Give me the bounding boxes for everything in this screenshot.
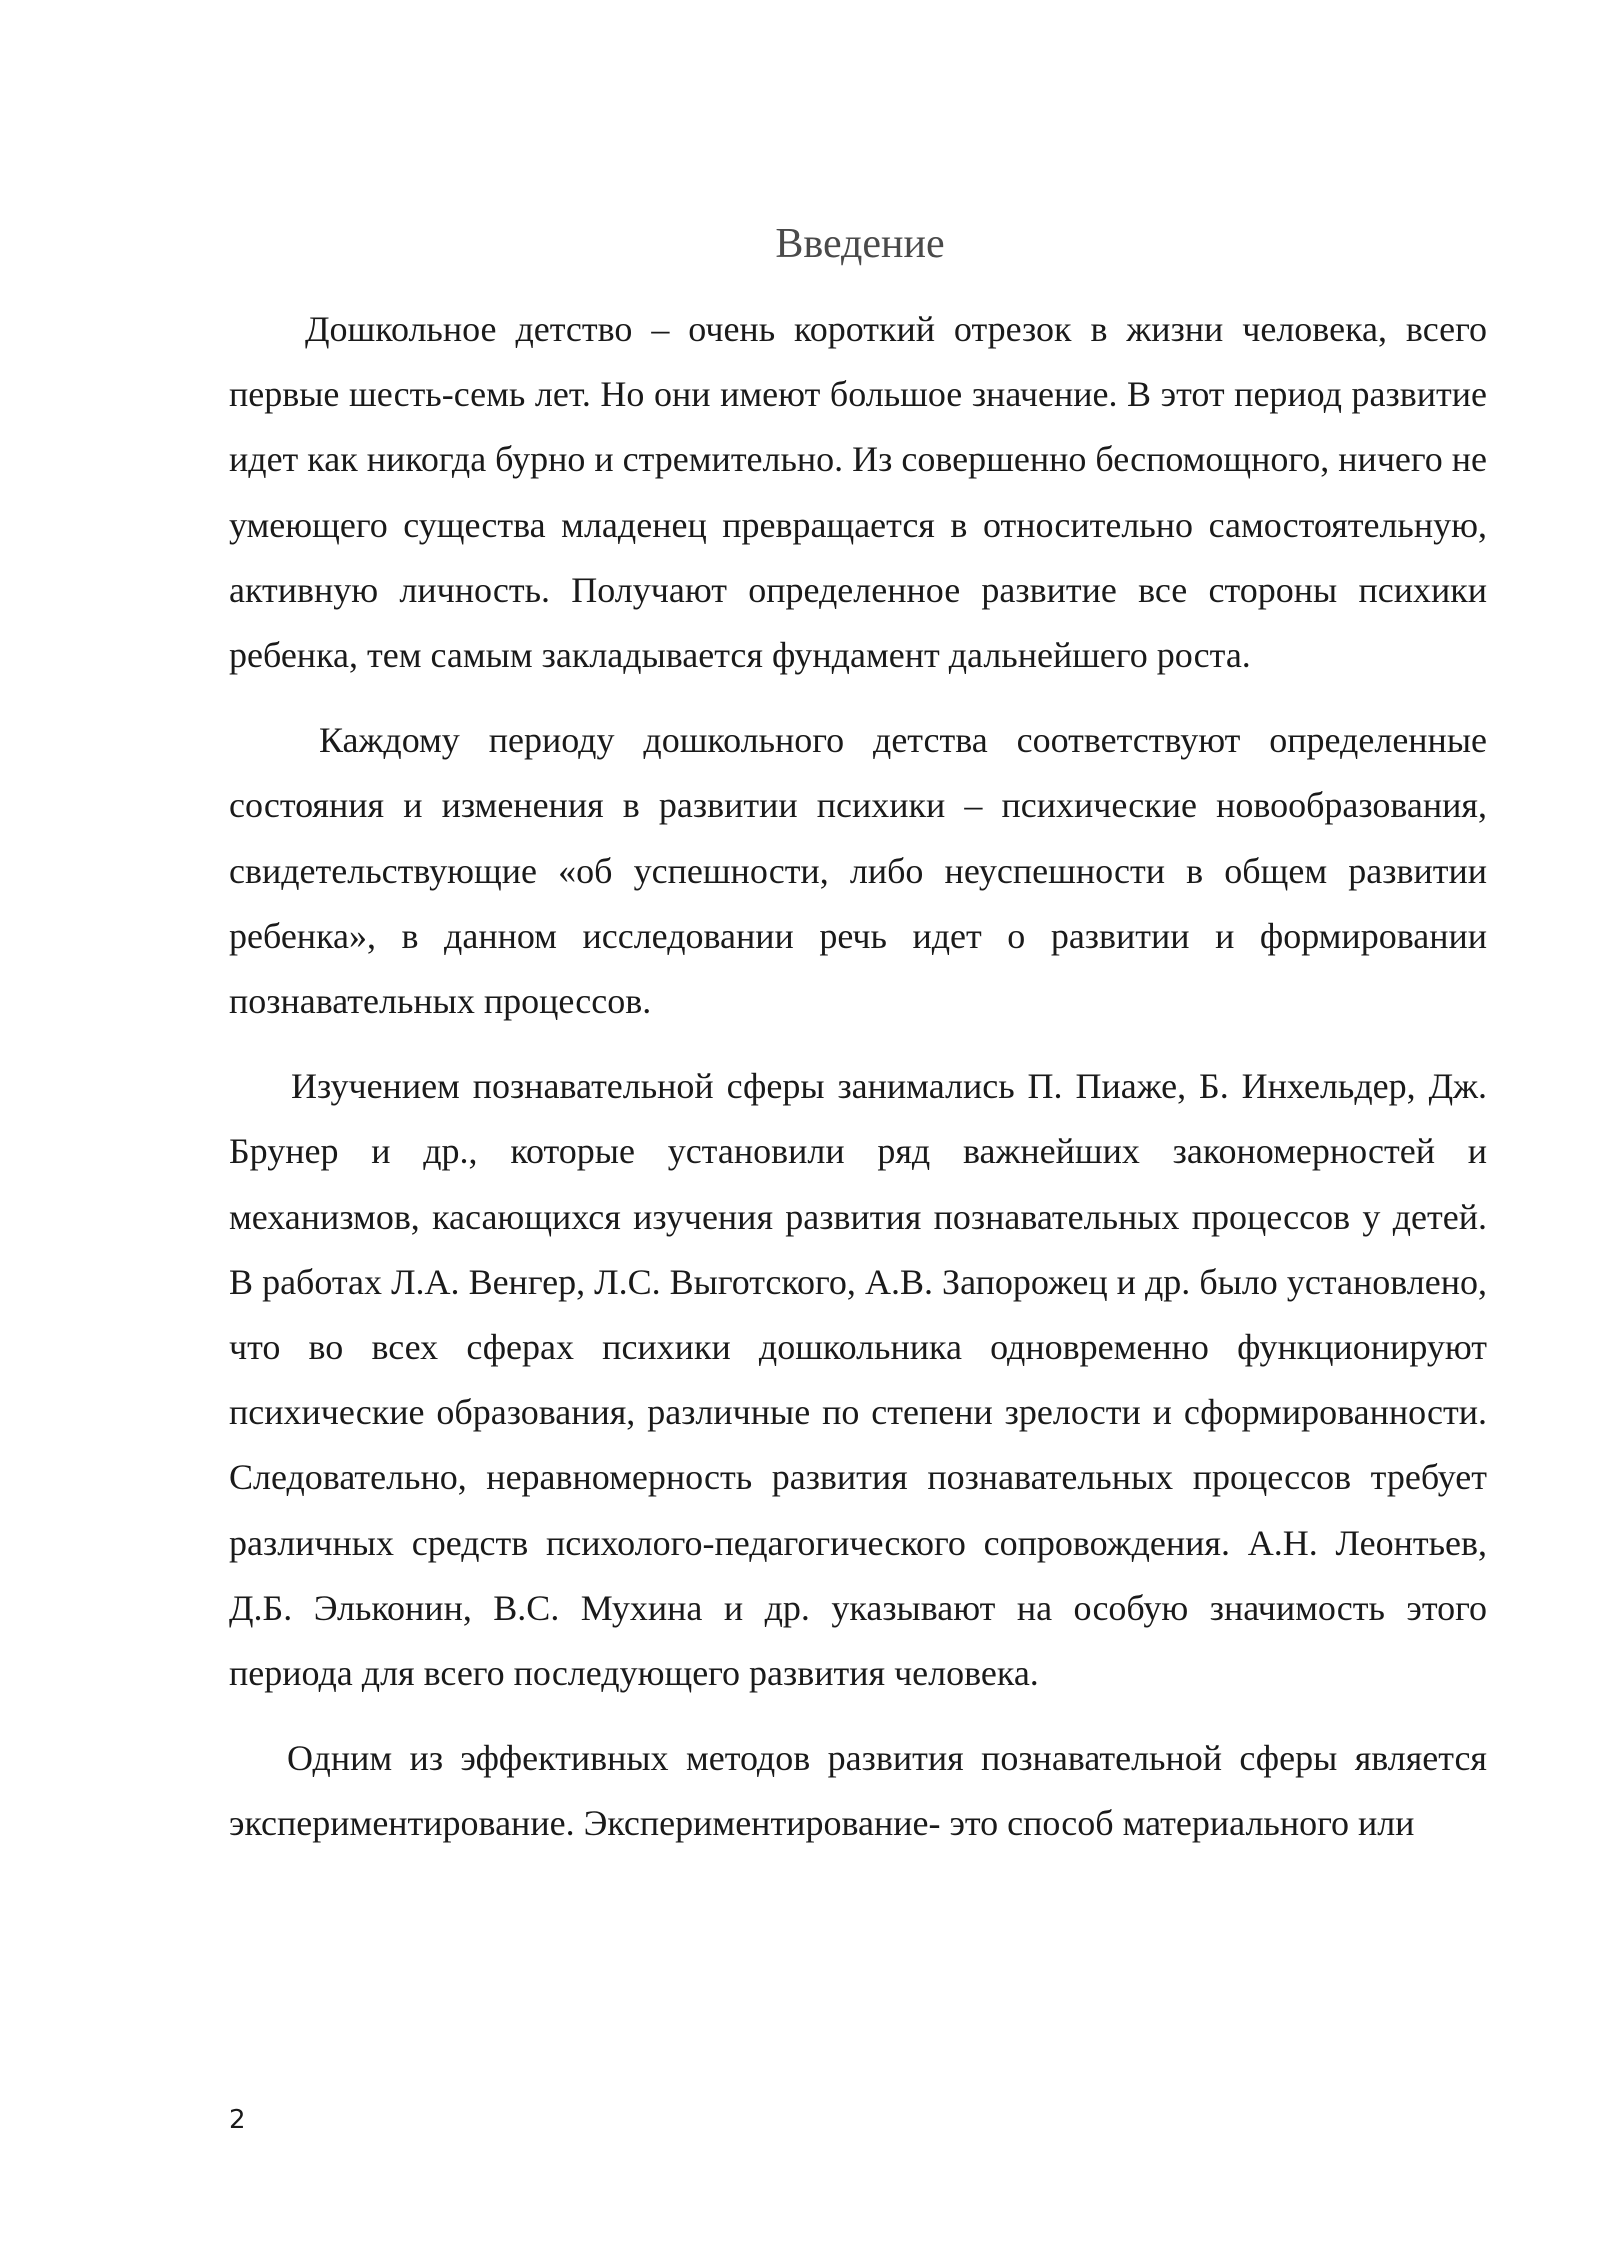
- paragraph-2: Каждому периоду дошкольного детства соответствуют определенные состояния и изменения в развитии психики – психические новообразования, свидетельствующие «об успешности, либо неуспешности в общем развитии ребенка», в данном исследовании речь идет о развитии и формировании познавательных процессов.: [229, 720, 1487, 1022]
- page-title: Введение: [775, 221, 945, 267]
- paragraph-4: Одним из эффективных методов развития познавательной сферы является экспериментирование. Экспериментирование- это способ материального или: [229, 1738, 1487, 1844]
- page-number: 2: [229, 2105, 246, 2135]
- document-body: [229, 297, 1487, 1857]
- paragraph-1: Дошкольное детство – очень короткий отрезок в жизни человека, всего первые шесть-семь лет. Но они имеют большое значение. В этот период развитие идет как никогда бурно и стремительно. Из совершенно беспомощного, ничего не умеющего существа младенец превращается в относительно самостоятельную, активную личность. Получают определенное развитие все стороны психики ребенка, тем самым закладывается фундамент дальнейшего роста.: [229, 309, 1488, 676]
- paragraph-3: Изучением познавательной сферы занимались П. Пиаже, Б. Инхельдер, Дж. Брунер и др., которые установили ряд важнейших закономерностей и механизмов, касающихся изучения развития познавательных процессов у детей. В работах Л.А. Венгер, Л.С. Выготского, А.В. Запорожец и др. было установлено, что во всех сферах психики дошкольника одновременно функционируют психические образования, различные по степени зрелости и сформированности. Следовательно, неравномерность развития познавательных процессов требует различных средств психолого-педагогического сопровождения. А.Н. Леонтьев, Д.Б. Эльконин, В.С. Мухина и др. указывают на особую значимость этого периода для всего последующего развития человека.: [229, 1066, 1487, 1694]
